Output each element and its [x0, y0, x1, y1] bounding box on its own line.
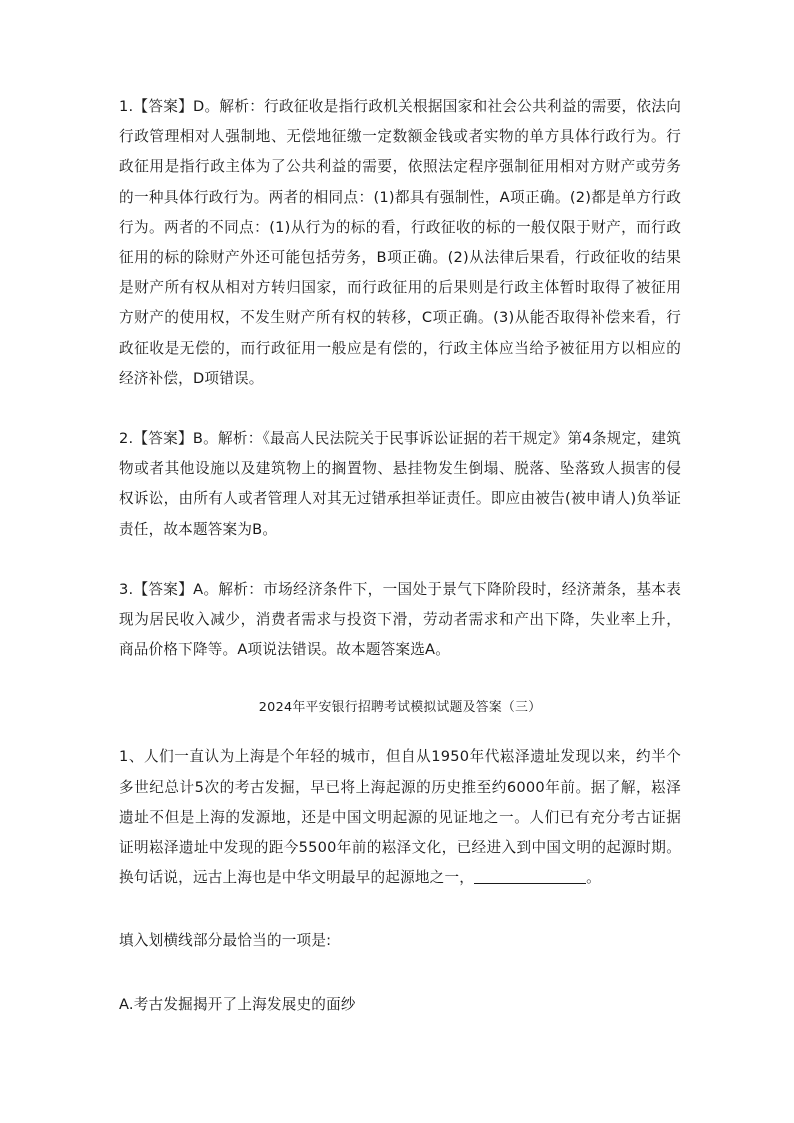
question-stem-text: 1、人们一直认为上海是个年轻的城市，但自从1950年代崧泽遗址发现以来，约半个多世纪总计5次的考古发掘，早已将上海起源的历史推至约6000年前。据了解，崧泽遗址不但是上海的发源地，还是中国文明起源的见证地之一。人们已有充分考古证据证明崧泽遗址中发现的距今5500年前的崧泽文化，已经进入到中国文明的起源时期。换句话说，远古上海也是中华文明最早的起源地之一，: [119, 748, 681, 887]
answer-explanation-1: 1.【答案】D。解析：行政征收是指行政机关根据国家和社会公共利益的需要，依法向行政管理相对人强制地、无偿地征缴一定数额金钱或者实物的单方具体行政行为。行政征用是指行政主体为了公共利益的需要，依照法定程序强制征用相对方财产或劳务的一种具体行政行为。两者的相同点：(1)都具有强制性，A项正确。(2)都是单方行政行为。两者的不同点：(1)从行为的标的看，行政征收的标的一般仅限于财产，而行政征用的标的除财产外还可能包括劳务，B项正确。(2)从法律后果看，行政征收的结果是财产所有权从相对方转归国家，而行政征用的后果则是行政主体暂时取得了被征用方财产的使用权，不发生财产所有权的转移，C项正确。(3)从能否取得补偿来看，行政征收是无偿的，而行政征用一般应是有偿的，行政主体应当给予被征用方以相应的经济补偿，D项错误。: [119, 98, 681, 387]
answer-explanation-3: 3.【答案】A。解析：市场经济条件下，一国处于景气下降阶段时，经济萧条，基本表现为居民收入减少，消费者需求与投资下滑，劳动者需求和产出下降，失业率上升，商品价格下降等。A项说法错误。故本题答案选A。: [119, 580, 681, 659]
answer-explanation-2: 2.【答案】B。解析：《最高人民法院关于民事诉讼证据的若干规定》第4条规定，建筑物或者其他设施以及建筑物上的搁置物、悬挂物发生倒塌、脱落、坠落致人损害的侵权诉讼，由所有人或者管理人对其无过错承担举证责任。即应由被告(被申请人)负举证责任，故本题答案为B。: [119, 430, 681, 538]
section-title: 2024年平安银行招聘考试模拟试题及答案（三）: [258, 700, 542, 716]
option-a: A.考古发掘揭开了上海发展史的面纱: [119, 995, 356, 1013]
question-stem: [119, 742, 681, 893]
question-stem-end: 。: [586, 869, 601, 887]
document-page: [119, 92, 681, 1020]
fill-in-blank-line: [474, 867, 586, 884]
question-prompt: 填入划横线部分最恰当的一项是:: [119, 932, 332, 950]
